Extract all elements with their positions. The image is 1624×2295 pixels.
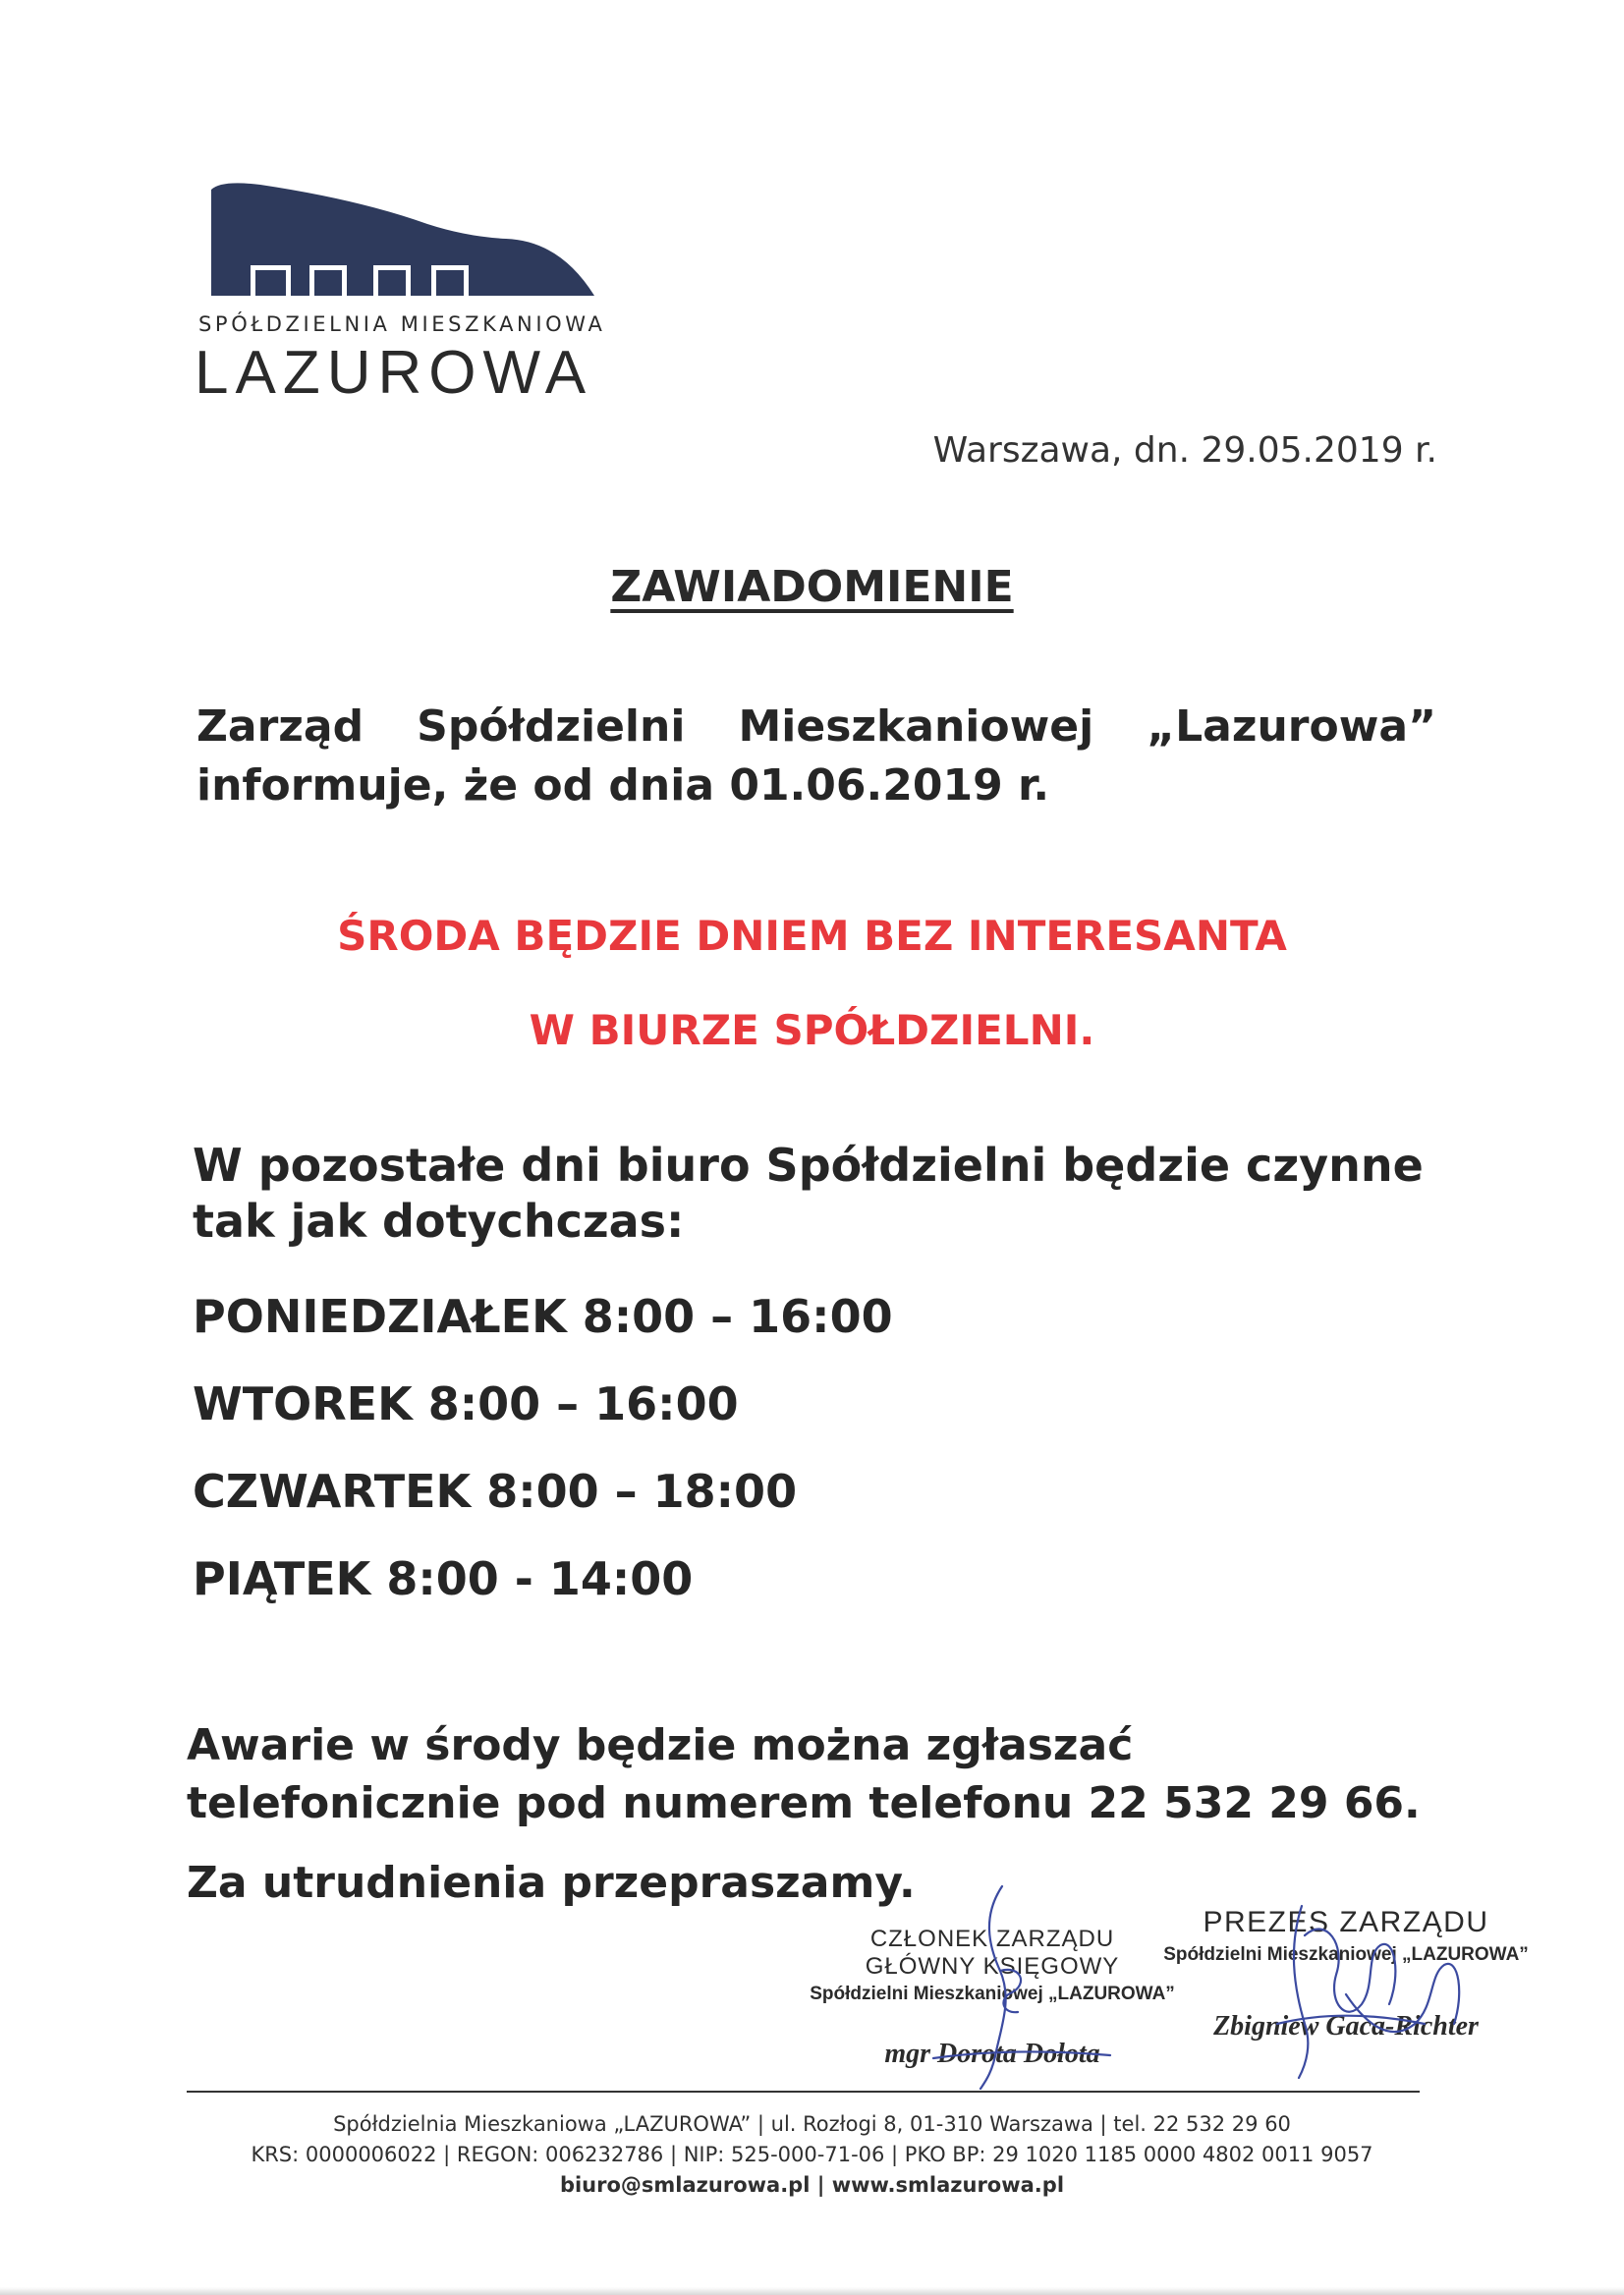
intro-word: „Lazurowa” bbox=[1147, 701, 1436, 752]
date-line: Warszawa, dn. 29.05.2019 r. bbox=[932, 430, 1437, 471]
logo-tagline: SPÓŁDZIELNIA MIESZKANIOWA bbox=[198, 312, 606, 336]
intro-word: Spółdzielni bbox=[417, 701, 686, 752]
footer-address: Spółdzielnia Mieszkaniowa „LAZUROWA” | ul. Rozłogi 8, 01-310 Warszawa | tel. 22 532 29 60 bbox=[333, 2112, 1291, 2136]
intro-line-2: informuje, że od dnia 01.06.2019 r. bbox=[196, 759, 1050, 811]
other-days-paragraph: W pozostałe dni biuro Spółdzielni będzie czynne tak jak dotychczas: bbox=[193, 1139, 1424, 1249]
highlight-line-2: W BIURZE SPÓŁDZIELNI. bbox=[529, 1006, 1095, 1054]
cooperative-logo-icon bbox=[211, 180, 594, 298]
intro-word: Zarząd bbox=[196, 701, 364, 752]
stamp-president bbox=[1149, 1906, 1542, 2043]
stamp-person: mgr Dorota Dołota bbox=[884, 2039, 1100, 2070]
intro-line-1 bbox=[196, 698, 1436, 756]
intro-paragraph bbox=[196, 698, 1436, 815]
hours-monday: PONIEDZIAŁEK 8:00 – 16:00 bbox=[193, 1290, 893, 1343]
hours-thursday: CZWARTEK 8:00 – 18:00 bbox=[193, 1465, 798, 1518]
hours-tuesday: WTOREK 8:00 – 16:00 bbox=[193, 1377, 739, 1430]
highlight-line-1: ŚRODA BĘDZIE DNIEM BEZ INTERESANTA bbox=[337, 912, 1287, 960]
hours-friday: PIĄTEK 8:00 - 14:00 bbox=[193, 1552, 694, 1605]
footer-registry: KRS: 0000006022 | REGON: 006232786 | NIP: 525-000-71-06 | PKO BP: 29 1020 1185 0000 4802 0011 9057 bbox=[251, 2143, 1373, 2166]
intro-word: Mieszkaniowej bbox=[738, 701, 1094, 752]
emergency-paragraph: Awarie w środy będzie można zgłaszać telefonicznie pod numerem telefonu 22 532 29 66. bbox=[187, 1720, 1421, 1828]
stamp-role: PREZES ZARZĄDU bbox=[1203, 1906, 1489, 1938]
stamp-org: Spółdzielni Mieszkaniowej „LAZUROWA” bbox=[810, 1984, 1175, 2005]
stamp-role: GŁÓWNY KSIĘGOWY bbox=[865, 1952, 1120, 1980]
stamp-person: Zbigniew Gaca-Richter bbox=[1213, 2010, 1479, 2042]
stamp-org: Spółdzielni Mieszkaniowej „LAZUROWA” bbox=[1163, 1943, 1529, 1965]
notice-title: ZAWIADOMIENIE bbox=[610, 562, 1014, 612]
stamp-role: CZŁONEK ZARZĄDU bbox=[869, 1926, 1115, 1952]
footer-contact: biuro@smlazurowa.pl | www.smlazurowa.pl bbox=[559, 2173, 1065, 2197]
stamp-board-member bbox=[806, 1926, 1179, 2070]
page-edge bbox=[0, 2287, 1624, 2295]
logo-name: LAZUROWA bbox=[195, 339, 593, 407]
apology-line: Za utrudnienia przepraszamy. bbox=[187, 1858, 916, 1908]
footer-divider bbox=[187, 2091, 1420, 2093]
